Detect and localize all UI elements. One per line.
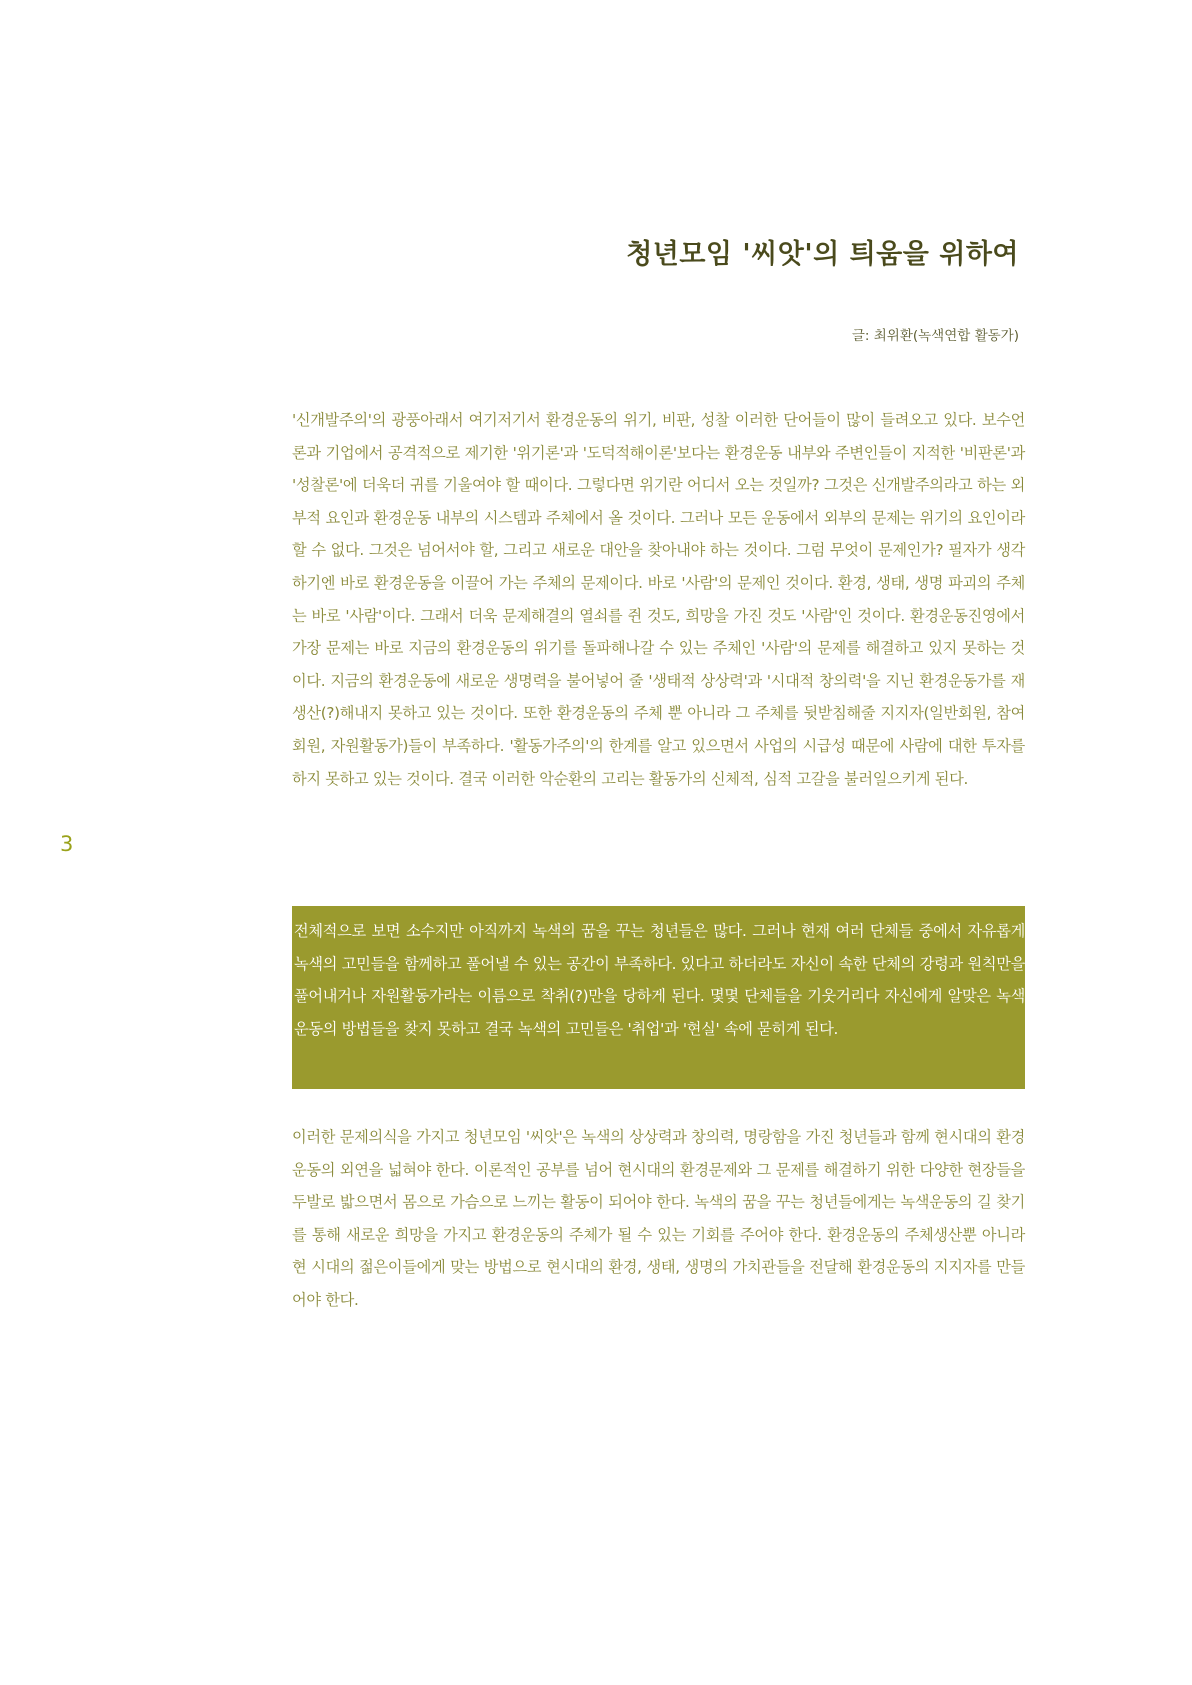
author-byline: 글: 최위환(녹색연합 활동가) (851, 328, 1019, 344)
body-paragraph-1: '신개발주의'의 광풍아래서 여기저기서 환경운동의 위기, 비판, 성찰 이러한 단어들이 많이 들려오고 있다. 보수언론과 기업에서 공격적으로 제기한 '위기론'과 '도덕적해이론'보다는 환경운동 내부와 주변인들이 지적한 '비판론'과 '성찰론'에 더욱더 귀를 기울여야 할 때이다. 그렇다면 위기란 어디서 오는 것일까? 그것은 신개발주의라고 하는 외부적 요인과 환경운동 내부의 시스템과 주체에서 올 것이다. 그러나 모든 운동에서 외부의 문제는 위기의 요인이라 할 수 없다. 그것은 넘어서야 할, 그리고 새로운 대안을 찾아내야 하는 것이다. 그럼 무엇이 문제인가? 필자가 생각하기엔 바로 환경운동을 이끌어 가는 주체의 문제이다. 바로 '사람'의 문제인 것이다. 환경, 생태, 생명 파괴의 주체는 바로 '사람'이다. 그래서 더욱 문제해결의 열쇠를 쥔 것도, 희망을 가진 것도 '사람'인 것이다. 환경운동진영에서 가장 문제는 바로 지금의 환경운동의 위기를 돌파해나갈 수 있는 주체인 '사람'의 문제를 해결하고 있지 못하는 것이다. 지금의 환경운동에 새로운 생명력을 불어넣어 줄 '생태적 상상력'과 '시대적 창의력'을 지닌 환경운동가를 재생산(?)해내지 못하고 있는 것이다. 또한 환경운동의 주체 뿐 아니라 그 주체를 뒷받침해줄 지지자(일반회원, 참여회원, 자원활동가)들이 부족하다. '활동가주의'의 한계를 알고 있으면서 사업의 시급성 때문에 사람에 대한 투자를 하지 못하고 있는 것이다. 결국 이러한 악순환의 고리는 활동가의 신체적, 심적 고갈을 불러일으키게 된다. (292, 411, 1025, 788)
page-number: 3 (60, 832, 74, 856)
highlight-box (292, 906, 1025, 1089)
body-paragraph-3: 이러한 문제의식을 가지고 청년모임 '씨앗'은 녹색의 상상력과 창의력, 명랑함을 가진 청년들과 함께 현시대의 환경운동의 외연을 넓혀야 한다. 이론적인 공부를 넘어 현시대의 환경문제와 그 문제를 해결하기 위한 다양한 현장들을 두발로 밟으면서 몸으로 가슴으로 느끼는 활동이 되어야 한다. 녹색의 꿈을 꾸는 청년들에게는 녹색운동의 길 찾기를 통해 새로운 희망을 가지고 환경운동의 주체가 될 수 있는 기회를 주어야 한다. 환경운동의 주체생산뿐 아니라 현 시대의 젊은이들에게 맞는 방법으로 현시대의 환경, 생태, 생명의 가치관들을 전달해 환경운동의 지지자를 만들어야 한다. (292, 1128, 1025, 1309)
article-title: 청년모임 '씨앗'의 틔움을 위하여 (626, 239, 1019, 270)
highlight-paragraph: 전체적으로 보면 소수지만 아직까지 녹색의 꿈을 꾸는 청년들은 많다. 그러나 현재 여러 단체들 중에서 자유롭게 녹색의 고민들을 함께하고 풀어낼 수 있는 공간이 부족하다. 있다고 하더라도 자신이 속한 단체의 강령과 원칙만을 풀어내거나 자원활동가라는 이름으로 착취(?)만을 당하게 된다. 몇몇 단체들을 기웃거리다 자신에게 알맞은 녹색운동의 방법들을 찾지 못하고 결국 녹색의 고민들은 '취업'과 '현실' 속에 묻히게 된다. (294, 922, 1025, 1038)
